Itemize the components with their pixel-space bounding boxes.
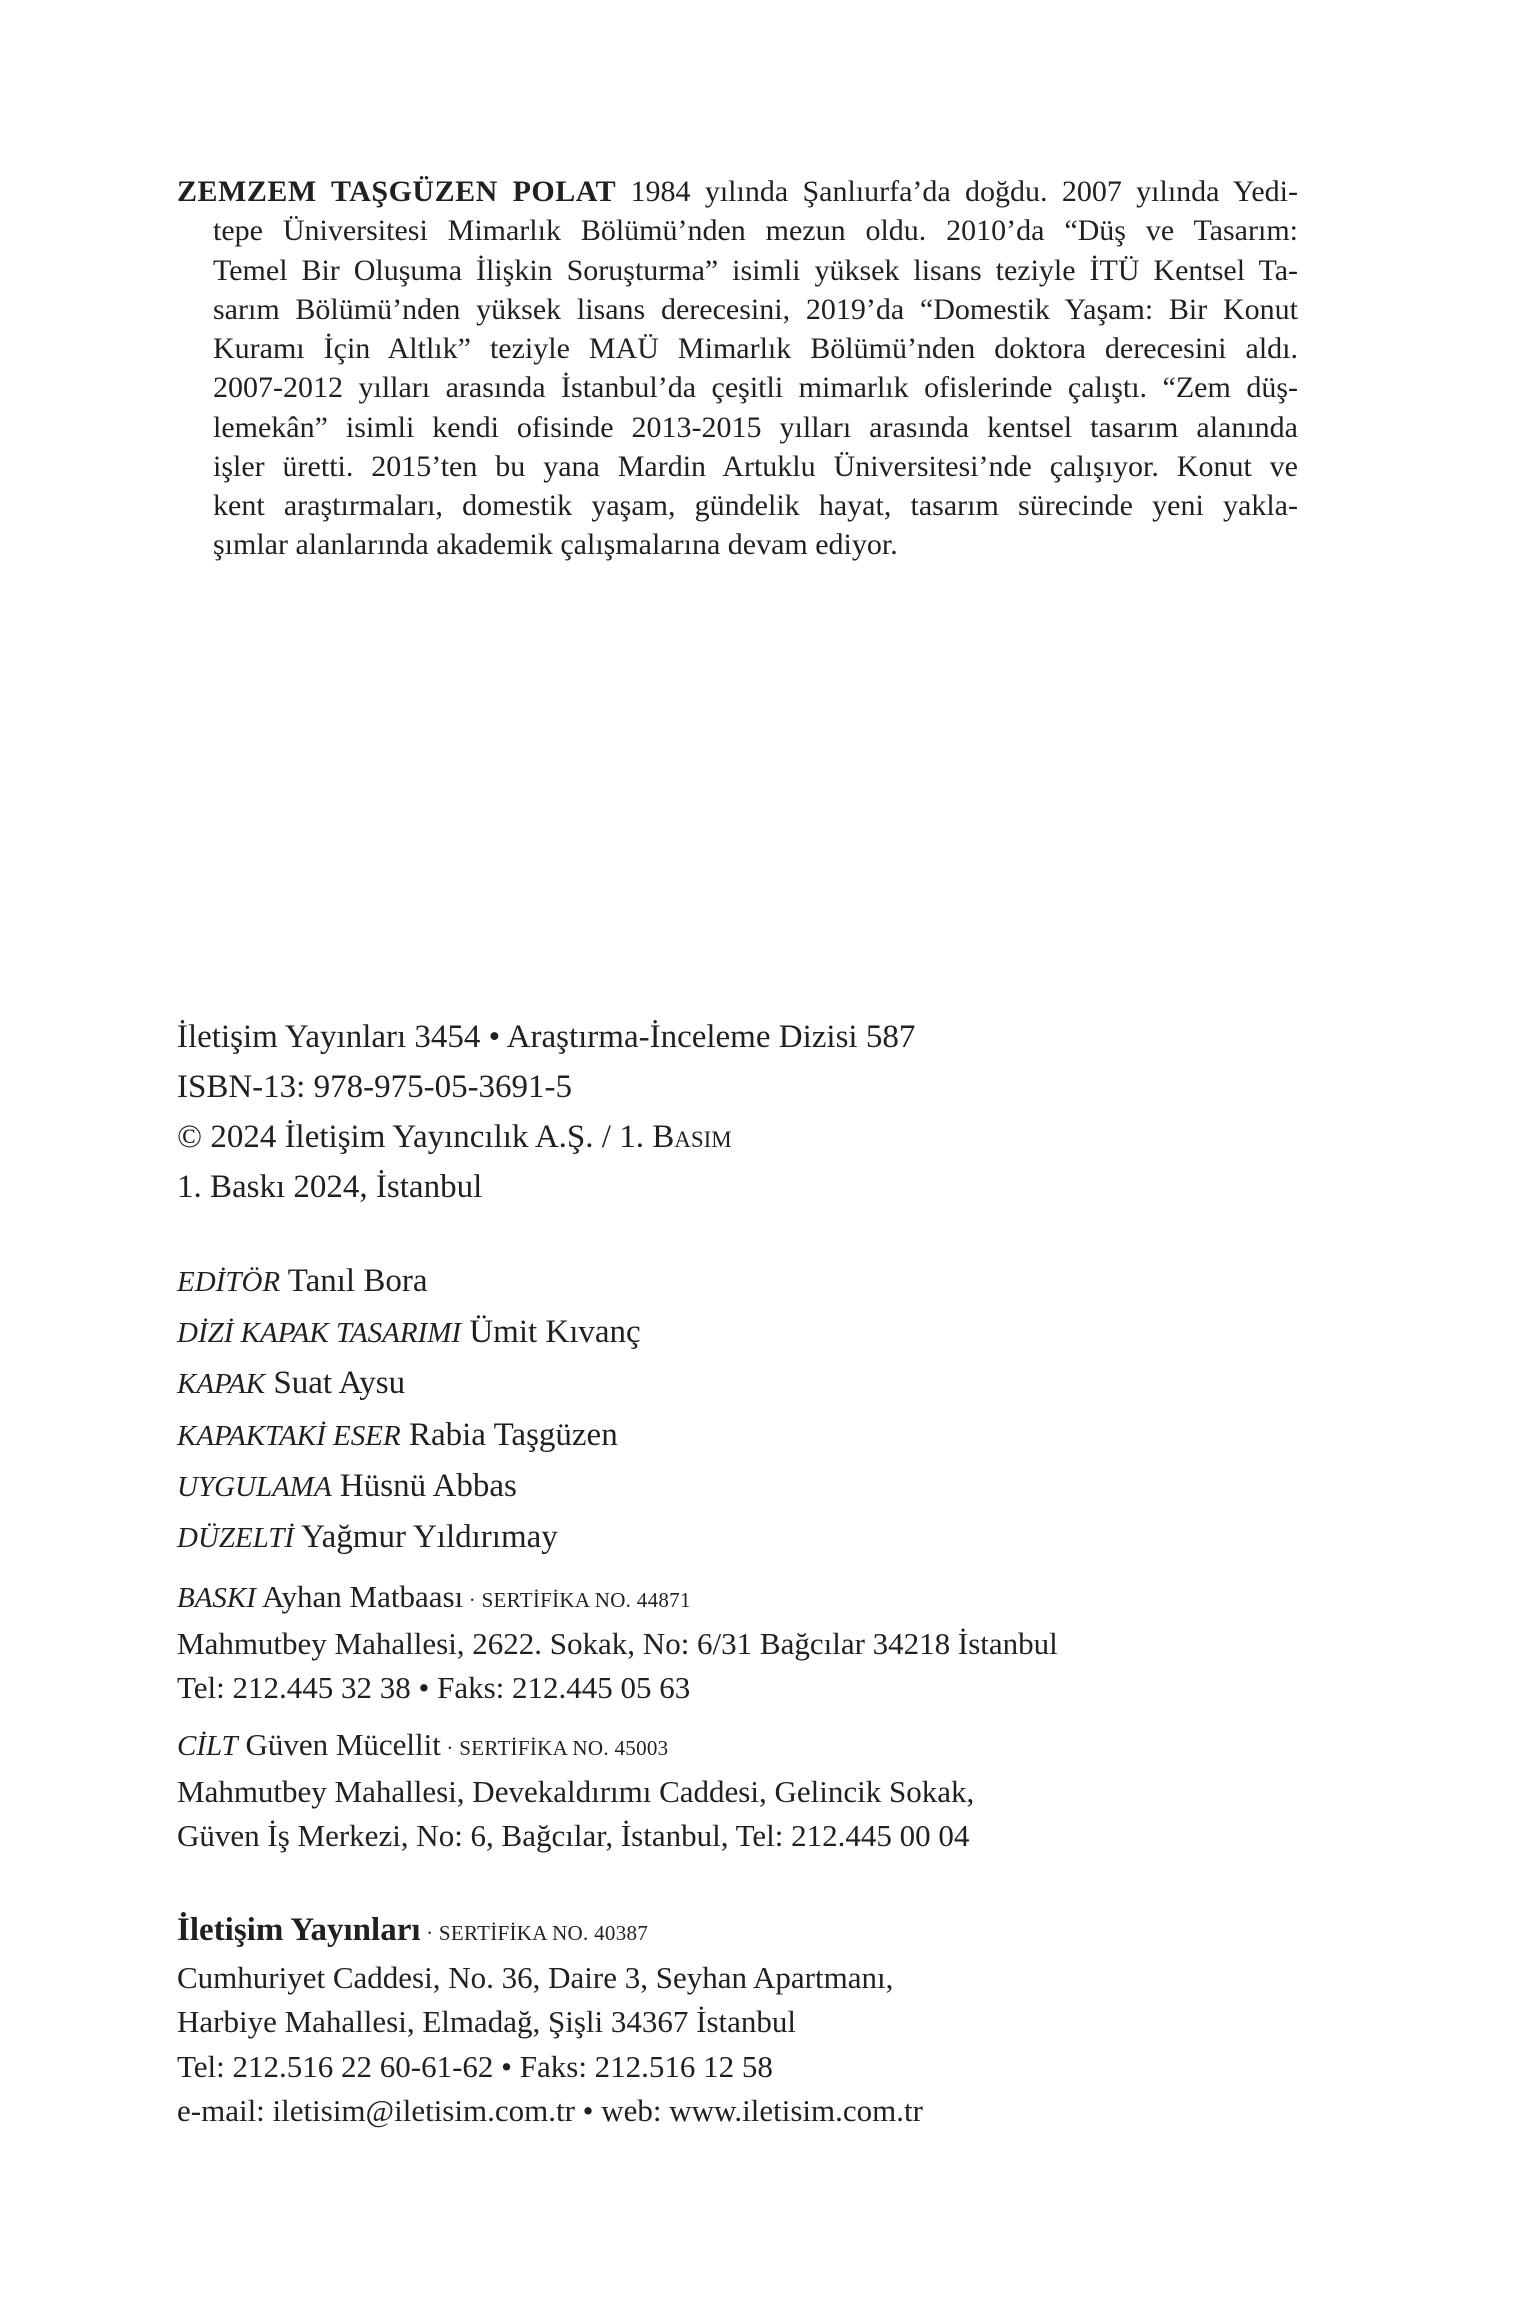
credit-role: UYGULAMA <box>177 1470 332 1503</box>
isbn-line: ISBN-13: 978-975-05-3691-5 <box>177 1069 573 1105</box>
credit-cover-art <box>177 1410 641 1461</box>
binder-heading <box>177 1723 1058 1770</box>
binder-certificate: · SERTİFİKA NO. 45003 <box>440 1736 669 1760</box>
printer-phone: Tel: 212.445 32 38 • Faks: 212.445 05 63 <box>177 1670 691 1705</box>
imprint-block <box>177 1012 915 1212</box>
publisher-address: Cumhuriyet Caddesi, No. 36, Daire 3, Seyhan Apartmanı, <box>177 1959 894 1995</box>
printer-certificate: · SERTİFİKA NO. 44871 <box>463 1588 691 1612</box>
binder-address: Mahmutbey Mahallesi, Devekaldırımı Caddesi, Gelincik Sokak, <box>177 1774 975 1809</box>
credit-role: KAPAKTAKİ ESER <box>177 1419 401 1452</box>
credit-name: Suat Aysu <box>273 1365 406 1402</box>
publisher-heading <box>177 1908 923 1956</box>
credit-role: EDİTÖR <box>177 1266 281 1298</box>
binder-address-contact: Güven İş Merkezi, No: 6, Bağcılar, İstanbul, Tel: 212.445 00 04 <box>177 1818 970 1853</box>
copyright-edition: Basım <box>652 1119 732 1155</box>
author-name: ZEMZEM TAŞGÜZEN POLAT <box>177 175 617 208</box>
printer-name: Ayhan Matbaası <box>261 1579 464 1614</box>
bio-line <box>177 172 1298 211</box>
credit-proofreading <box>177 1512 641 1563</box>
credit-layout <box>177 1461 641 1512</box>
printer-role: BASKI <box>177 1582 256 1614</box>
credit-role: KAPAK <box>177 1368 266 1401</box>
credit-name: Ümit Kıvanç <box>469 1314 641 1351</box>
printer-address: Mahmutbey Mahallesi, 2622. Sokak, No: 6/31 Bağcılar 34218 İstanbul <box>177 1626 1058 1661</box>
publisher-block <box>177 1908 923 2134</box>
publisher-certificate: · SERTİFİKA NO. 40387 <box>420 1921 649 1945</box>
printer-heading <box>177 1575 1058 1622</box>
bio-line: işler üretti. 2015’ten bu yana Mardin Artuklu Üniversitesi’nde çalışıyor. Konut ve <box>213 449 1298 483</box>
bio-line: lemekân” isimli kendi ofisinde 2013-2015 yılları arasında kentsel tasarım alanında <box>213 410 1298 444</box>
credit-role: DİZİ KAPAK TASARIMI <box>177 1317 462 1350</box>
credit-role: DÜZELTİ <box>177 1522 295 1555</box>
copyright-text: © 2024 İletişim Yayıncılık A.Ş. / 1. <box>177 1119 653 1155</box>
credit-name: Yağmur Yıldırımay <box>301 1519 558 1556</box>
author-bio <box>177 172 1298 565</box>
binder-name: Güven Mücellit <box>245 1727 441 1762</box>
credit-editor <box>177 1256 641 1307</box>
credit-name: Hüsnü Abbas <box>339 1467 517 1504</box>
bio-line: Temel Bir Oluşuma İlişkin Soruşturma” isimli yüksek lisans teziyle İTÜ Kentsel Ta- <box>213 253 1298 287</box>
credit-series-cover <box>177 1307 641 1358</box>
credits-list <box>177 1256 641 1563</box>
credit-cover <box>177 1358 641 1409</box>
copyright-line <box>177 1112 915 1162</box>
binder-role: CİLT <box>177 1730 238 1762</box>
series-line: İletişim Yayınları 3454 • Araştırma-İnceleme Dizisi 587 <box>177 1019 916 1055</box>
bio-line: 2007-2012 yılları arasında İstanbul’da çeşitli mimarlık ofislerinde çalıştı. “Zem düş- <box>213 371 1298 405</box>
credit-name: Tanıl Bora <box>287 1263 428 1299</box>
publisher-address: Harbiye Mahallesi, Elmadağ, Şişli 34367 İstanbul <box>177 2004 797 2039</box>
bio-line: sarım Bölümü’nden yüksek lisans derecesini, 2019’da “Domestik Yaşam: Bir Konut <box>213 292 1298 326</box>
bio-line: Kuramı İçin Altlık” teziyle MAÜ Mimarlık Bölümü’nden doktora derecesini aldı. <box>213 332 1298 365</box>
bio-line: tepe Üniversitesi Mimarlık Bölümü’nden mezun oldu. 2010’da “Düş ve Tasarım: <box>213 214 1298 248</box>
publisher-phone: Tel: 212.516 22 60-61-62 • Faks: 212.516 12 58 <box>177 2048 773 2084</box>
printing-line: 1. Baskı 2024, İstanbul <box>177 1169 483 1205</box>
printers-block <box>177 1575 1058 1858</box>
bio-line: şımlar alanlarında akademik çalışmalarına devam ediyor. <box>213 528 898 562</box>
publisher-contact: e-mail: iletisim@iletisim.com.tr • web: www.iletisim.com.tr <box>177 2093 923 2128</box>
publisher-name: İletişim Yayınları <box>177 1912 421 1948</box>
bio-line-text: 1984 yılında Şanlıurfa’da doğdu. 2007 yılında Yedi- <box>616 175 1298 208</box>
bio-line: kent araştırmaları, domestik yaşam, gündelik hayat, tasarım sürecinde yeni yakla- <box>213 489 1298 522</box>
credit-name: Rabia Taşgüzen <box>408 1416 618 1453</box>
